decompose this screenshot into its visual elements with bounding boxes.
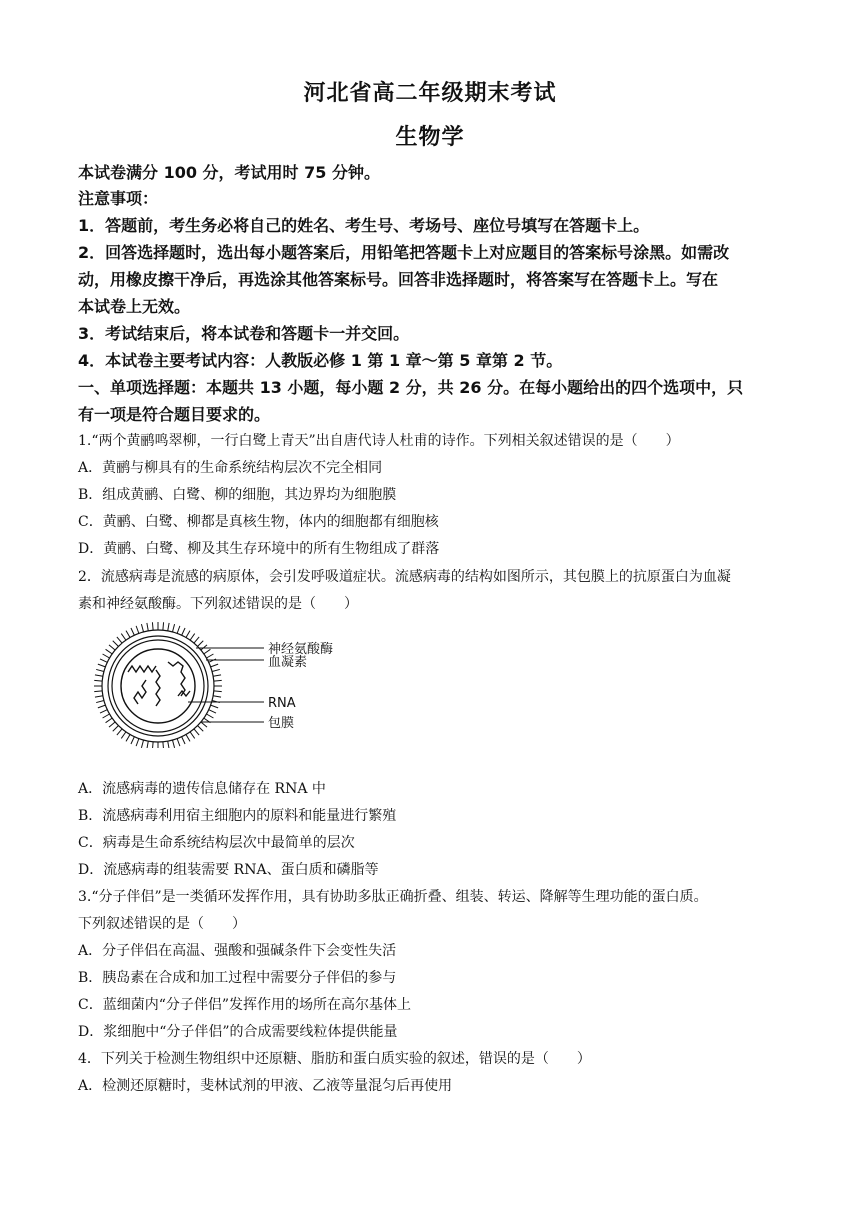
envelope-spike [141,740,143,748]
q2-option-a: A．流感病毒的遗传信息储存在 RNA 中 [78,781,326,797]
notes-heading: 注意事项： [78,189,159,208]
envelope-spike [211,664,219,667]
envelope-spike [94,691,102,692]
envelope-spike [209,710,216,713]
envelope-spike [106,649,113,654]
envelope-spike [206,714,213,718]
q4-option-a: A．检测还原糖时，斐林试剂的甲液、乙液等量混匀后再使用 [78,1078,453,1094]
q3-option-a: A．分子伴侣在高温、强酸和强碱条件下会变性失活 [78,943,397,959]
q3-option-d: D．浆细胞中“分子伴侣”的合成需要线粒体提供能量 [78,1024,398,1040]
envelope-spike [213,696,221,697]
envelope-spike [136,739,139,747]
envelope-spike [106,718,113,723]
envelope-spike [152,742,153,748]
note-item: 3．考试结束后，将本试卷和答题卡一并交回。 [78,324,410,343]
envelope-spike [198,726,204,732]
envelope-spike [214,691,222,692]
envelope-spike [163,622,164,630]
label-hemagglutinin: 血凝素 [268,655,308,670]
note-item: 1．答题前，考生务必将自己的姓名、考生号、考场号、座位号填写在答题卡上。 [78,216,650,235]
question-1-stem: 1.“两个黄鹂鸣翠柳，一行白鹭上青天”出自唐代诗人杜甫的诗作。下列相关叙述错误的是（ ） [78,433,680,449]
envelope-spike [190,732,195,739]
q3-option-c: C．蓝细菌内“分子伴侣”发挥作用的场所在高尔基体上 [78,997,412,1013]
rna-strands [128,662,190,706]
envelope-spike [141,624,143,632]
label-neuraminidase: 神经氨酸酶 [268,642,334,657]
exam-title: 河北省高二年级期末考试 [303,81,557,106]
envelope-spike [121,732,126,739]
envelope-spike [117,637,122,643]
q1-option-a: A．黄鹂与柳具有的生命系统结构层次不完全相同 [78,460,383,476]
envelope-spike [213,675,221,676]
section-heading: 一、单项选择题：本题共 13 小题，每小题 2 分，共 26 分。在每小题给出的四个选项中，只 [78,378,744,397]
envelope-spike [96,700,104,702]
envelope-spike [212,669,220,671]
envelope-spike [201,645,207,650]
envelope-spike [113,641,119,647]
envelope-spike [131,737,134,744]
question-2-stem: 素和神经氨酸酶。下列叙述错误的是（ ） [78,596,358,612]
question-3-stem: 下列叙述错误的是（ ） [78,916,246,932]
envelope-spike [113,726,119,732]
flu-virus-diagram [78,618,358,748]
envelope-spike [204,649,211,654]
envelope-spike [211,705,219,708]
envelope-spike [163,742,164,748]
envelope-spike [109,722,115,727]
envelope-spike [186,734,190,741]
envelope-spike [206,654,213,658]
label-envelope: 包膜 [268,716,295,731]
envelope-spike [96,669,104,671]
envelope-spike [152,622,153,630]
envelope-spike [109,645,115,650]
envelope-spike [172,740,174,748]
envelope-spike [94,680,102,681]
section-heading: 有一项是符合题目要求的。 [78,405,271,424]
envelope-spike [194,637,199,643]
envelope-spike [172,624,174,632]
label-rna: RNA [268,696,296,711]
envelope-spike [201,722,207,727]
envelope-spike [147,741,148,748]
envelope-spike [214,680,222,681]
note-item: 4．本试卷主要考试内容：人教版必修 1 第 1 章～第 5 章第 2 节。 [78,351,563,370]
envelope-spike [186,631,190,638]
note-item: 动，用橡皮擦干净后，再选涂其他答案标号。回答非选择题时，将答案写在答题卡上。写在 [78,270,719,289]
envelope-spike [121,634,126,641]
q1-option-b: B．组成黄鹂、白鹭、柳的细胞，其边界均为细胞膜 [78,487,397,503]
envelope-spike [168,741,169,748]
envelope-spike [131,628,134,635]
exam-subject: 生物学 [395,125,465,150]
q2-option-b: B．流感病毒利用宿主细胞内的原料和能量进行繁殖 [78,808,397,824]
question-3-stem: 3.“分子伴侣”是一类循环发挥作用，具有协助多肽正确折叠、组装、转运、降解等生理功能的蛋白质。 [78,889,708,905]
q1-option-d: D．黄鹂、白鹭、柳及其生存环境中的所有生物组成了群落 [78,541,440,557]
q2-option-c: C．病毒是生命系统结构层次中最简单的层次 [78,835,355,851]
envelope-spike [98,705,106,708]
envelope-spike [98,664,106,667]
envelope-spike [190,634,195,641]
q1-option-c: C．黄鹂、白鹭、柳都是真核生物，体内的细胞都有细胞核 [78,514,439,530]
score-time-note: 本试卷满分 100 分，考试用时 75 分钟。 [78,163,380,182]
question-2-stem: 2．流感病毒是流感的病原体，会引发呼吸道症状。流感病毒的结构如图所示，其包膜上的抗原蛋白为血凝 [78,569,731,585]
envelope-spike [103,654,110,658]
envelope-spike [177,626,180,634]
q2-option-d: D．流感病毒的组装需要 RNA、蛋白质和磷脂等 [78,862,379,878]
envelope-spike [136,626,139,634]
envelope-spike [182,628,185,635]
envelope-spike [126,734,130,741]
envelope-spike [95,675,103,676]
envelope-spike [126,631,130,638]
envelope-spike [194,729,199,735]
envelope-spike [117,729,122,735]
note-item: 本试卷上无效。 [78,297,191,316]
question-4-stem: 4．下列关于检测生物组织中还原糖、脂肪和蛋白质实验的叙述，错误的是（ ） [78,1051,591,1067]
envelope-spike [177,739,180,747]
envelope-spike [100,710,107,713]
q3-option-b: B．胰岛素在合成和加工过程中需要分子伴侣的参与 [78,970,397,986]
note-item: 2．回答选择题时，选出每小题答案后，用铅笔把答题卡上对应题目的答案标号涂黑。如需改 [78,243,730,262]
envelope-spike [182,737,185,744]
envelope-spike [100,659,107,662]
envelope-spike [147,623,148,631]
envelope-spike [209,659,216,662]
envelope-spike [168,623,169,631]
envelope-spike [103,714,110,718]
envelope-spike [198,641,204,647]
envelope-spike [95,696,103,697]
